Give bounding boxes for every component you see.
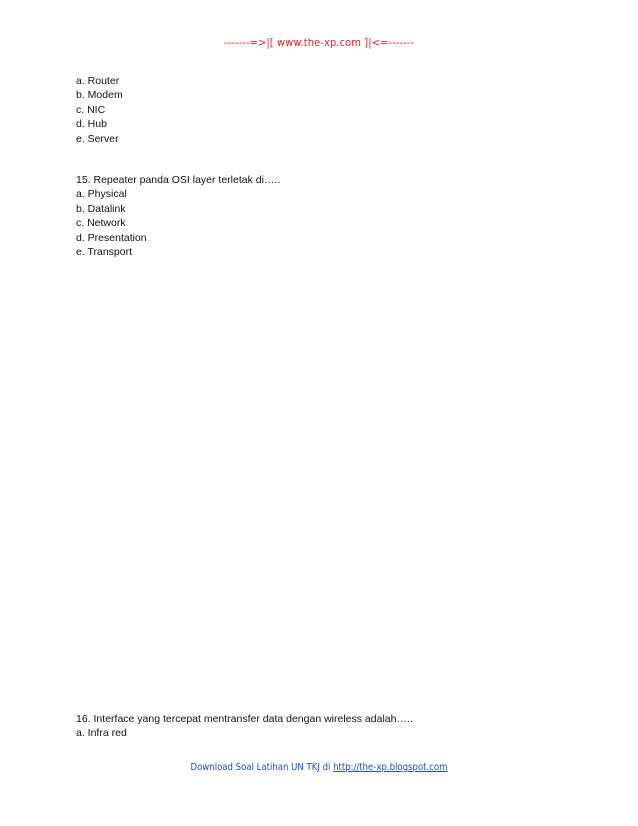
option-b: b. Modem (76, 89, 123, 102)
page-header: -------=>|[ www.the-xp.com ]|<=------- (223, 36, 415, 49)
question-text: 15. Repeater panda OSI layer terletak di….. (76, 174, 281, 186)
option-d: d. Hub (76, 118, 107, 131)
question-text: 16. Interface yang tercepat mentransfer data dengan wireless adalah….. (76, 713, 413, 725)
question-15 (76, 173, 280, 259)
option-e: e. Server (76, 132, 119, 145)
option-e: e. Transport (76, 246, 133, 259)
option-a: a. Router (76, 75, 120, 87)
footer-text: Download Soal Latihan UN TKJ di (190, 762, 334, 773)
option-c: c. Network (76, 217, 126, 230)
footer-link[interactable]: http://the-xp.blogspot.com (333, 762, 448, 773)
option-a: a. Infra red (76, 727, 127, 740)
option-c: c. NIC (76, 103, 106, 116)
page-footer (0, 762, 638, 773)
option-a: a. Physical (76, 188, 127, 201)
question-14-options (76, 74, 123, 146)
option-d: d. Presentation (76, 231, 147, 244)
question-16 (76, 712, 413, 741)
option-b: b. Datalink (76, 202, 126, 215)
